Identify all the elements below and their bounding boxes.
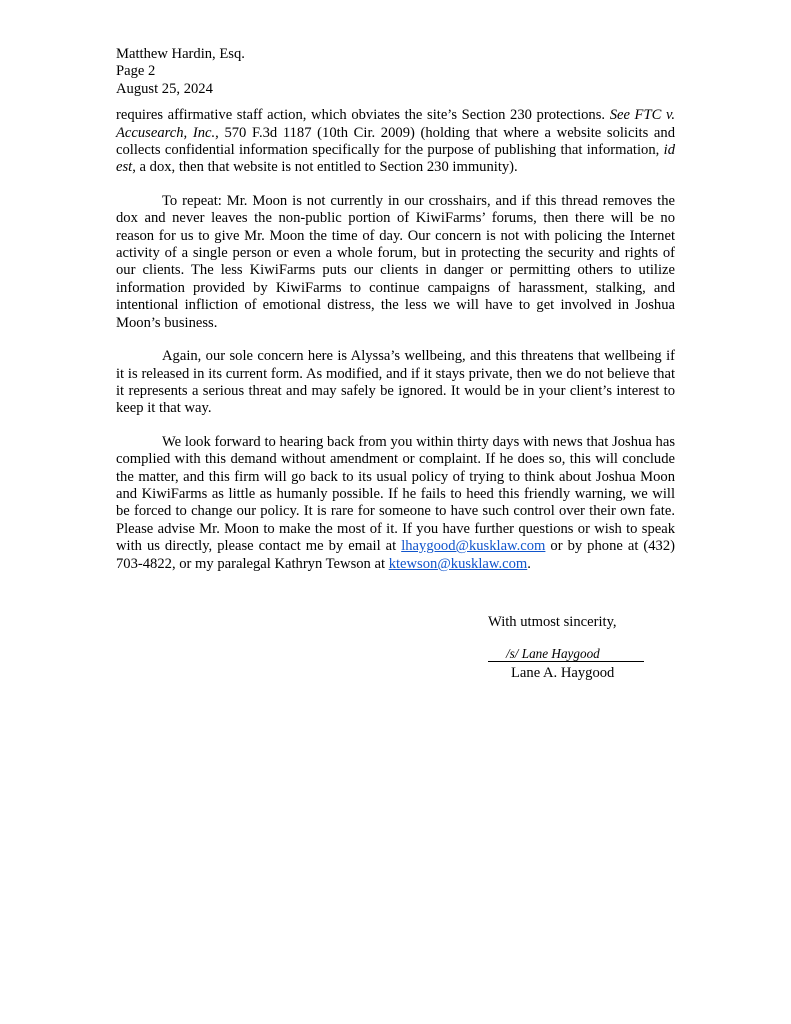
page-number: Page 2 [116,63,156,80]
paragraph-4 [116,434,675,573]
p1-text-c: , a dox, then that website is not entitled to Section 230 immunity). [132,159,518,176]
salutation: With utmost sincerity, [488,614,617,630]
paragraph-3: Again, our sole concern here is Alyssa’s wellbeing, and this threatens that wellbeing if it is released in its current form. As modified, and if it stays private, then we do not believe that it represents a serious threat and may safely be ignored. It would be in your client’s interest to keep it that way. [116,348,675,417]
latin-term: id est [116,142,675,176]
letter-date: August 25, 2024 [116,80,213,97]
p4-text-b: or by phone at (432) 703-4822, or my paralegal Kathryn Tewson at [116,538,675,572]
recipient-name: Matthew Hardin, Esq. [116,46,245,62]
case-citation: See FTC v. Accusearch, Inc. [116,107,675,141]
email-link-tewson[interactable]: ktewson@kusklaw.com [388,555,528,572]
p1-text-b: , 570 F.3d 1187 (10th Cir. 2009) (holding that where a website solicits and collects confidential information specifically for the purpose of publishing that information, [116,124,675,159]
signature-line: /s/ Lane Haygood [488,647,644,662]
closing-block [488,614,688,682]
p4-text-a: We look forward to hearing back from you within thirty days with news that Joshua has complied with this demand without amendment or complaint. If he does so, this will conclude the matter, and this firm will go back to its usual policy of trying to think about Joshua Moon and KiwiFarms as little as humanly possible. If he fails to heed this friendly warning, we will be forced to change our policy. It is rare for someone to have such control over their own fate. Please advise Mr. Moon to make the most of it. If you have further questions or wish to speak with us directly, please contact me by email at [116,433,675,555]
p1-text-a: requires affirmative staff action, which obviates the site’s Section 230 protections. [116,107,610,124]
paragraph-2: To repeat: Mr. Moon is not currently in our crosshairs, and if this thread removes the dox and never leaves the non-public portion of KiwiFarms’ forums, then there will be no reason for us to give Mr. Moon the time of day. Our concern is not with policing the Internet activity of a single person or even a whole forum, but in protecting the security and rights of our clients. The less KiwiFarms puts our clients in danger or permitting others to utilize information provided by KiwiFarms to continue campaigns of harassment, stalking, and intentional infliction of emotional distress, the less we will have to get involved in Joshua Moon’s business. [116,192,675,331]
signer-name: Lane A. Haygood [511,664,615,681]
letter-page [116,46,675,681]
email-link-haygood[interactable]: lhaygood@kusklaw.com [401,538,546,555]
letter-header [116,46,675,98]
paragraph-1 [116,107,675,177]
p4-text-c: . [527,555,531,572]
